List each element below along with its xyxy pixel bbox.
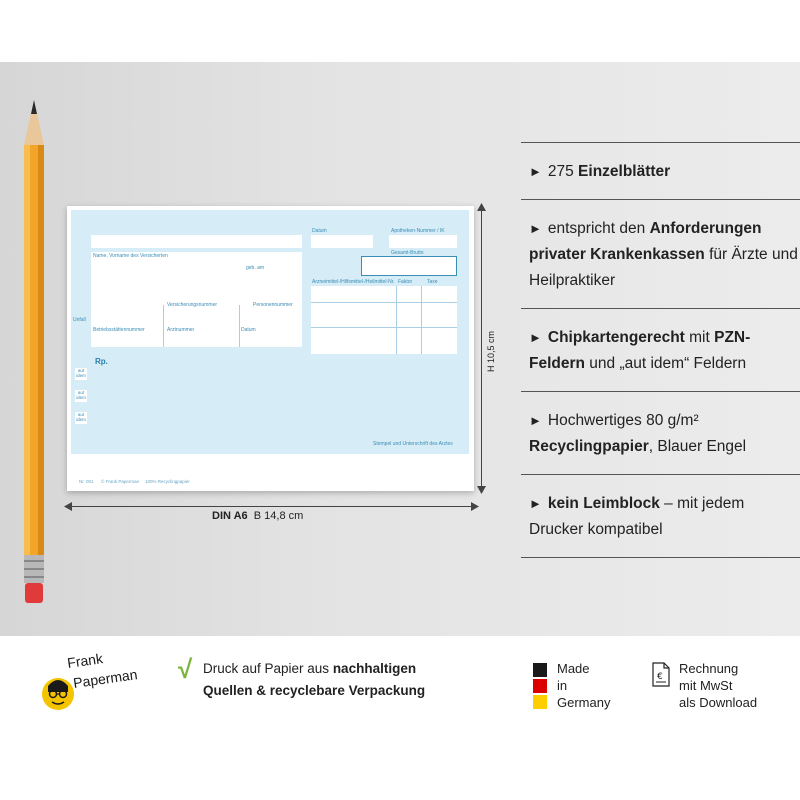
card-footer-nr: Nr. 001 bbox=[79, 479, 94, 484]
bullet-triangle-icon: ► bbox=[529, 496, 542, 511]
feature-item: ► Chipkartengerecht mit PZN-Feldern und „aut idem“ Feldern bbox=[521, 309, 800, 392]
arrow-right-icon bbox=[471, 502, 479, 511]
width-value: B 14,8 cm bbox=[253, 510, 304, 522]
svg-text:€: € bbox=[657, 672, 663, 682]
svg-text:Paperman: Paperman bbox=[72, 666, 139, 691]
checkmark-icon: √ bbox=[178, 654, 193, 684]
form-blue-area bbox=[71, 210, 469, 454]
label-datum-top: Datum bbox=[312, 228, 327, 234]
bullet-triangle-icon: ► bbox=[529, 221, 542, 236]
width-dimension-line bbox=[67, 506, 476, 507]
card-footer-recycling: 100% Recyclingpapier bbox=[145, 479, 190, 484]
label-faktor: Faktor bbox=[398, 279, 413, 285]
label-geb: geb. am bbox=[246, 265, 265, 271]
width-label bbox=[212, 510, 303, 522]
label-betrieb: Betriebsstättennummer bbox=[93, 327, 145, 333]
height-dimension-line bbox=[481, 206, 482, 491]
made-in-germany: Made in Germany bbox=[557, 661, 611, 710]
invoice-download-info: Rechnung mit MwSt als Download bbox=[679, 661, 758, 710]
label-unfall: Unfall bbox=[73, 317, 86, 323]
german-flag-icon bbox=[533, 663, 547, 711]
bullet-triangle-icon: ► bbox=[529, 164, 542, 179]
aut-idem-1: aut idem bbox=[76, 368, 86, 378]
label-stempel: Stempel und Unterschrift des Arztes bbox=[373, 441, 453, 447]
label-personen: Personennummer bbox=[253, 302, 293, 308]
label-arzt: Arztnummer bbox=[167, 327, 195, 333]
svg-text:Frank: Frank bbox=[66, 650, 104, 671]
top-strip bbox=[0, 0, 800, 62]
card-footer-brand: © Frank Paperman bbox=[101, 479, 140, 484]
format-label: DIN A6 bbox=[212, 510, 248, 522]
aut-idem-3: aut idem bbox=[76, 412, 86, 422]
label-versicherung: Versicherungsnummer bbox=[167, 302, 218, 308]
label-gesamt: Gesamt-Brutto bbox=[391, 250, 424, 256]
feature-item: ► Hochwertiges 80 g/m² Recyclingpapier, Blauer Engel bbox=[521, 392, 800, 475]
arrow-down-icon bbox=[477, 486, 486, 494]
bullet-triangle-icon: ► bbox=[529, 330, 542, 345]
eco-statement: Druck auf Papier aus nachhaltigen Quellen & recyclebare Verpackung bbox=[203, 661, 426, 698]
arrow-up-icon bbox=[477, 203, 486, 211]
euro-document-icon bbox=[651, 662, 671, 687]
feature-item: ► entspricht den Anforderungen privater Krankenkassen für Ärzte und Heilpraktiker bbox=[521, 200, 800, 309]
height-value: H 10,5 cm bbox=[486, 330, 496, 372]
label-arznei: Arzneimittel-/Hilfsmittel-/Heilmittel-Nr. bbox=[312, 279, 395, 285]
frank-paperman-logo bbox=[38, 646, 158, 716]
label-name: Name, Vorname des Versicherten bbox=[93, 253, 168, 259]
arrow-left-icon bbox=[64, 502, 72, 511]
label-rp: Rp. bbox=[95, 357, 108, 366]
prescription-form-card bbox=[67, 206, 474, 491]
pencil-icon bbox=[22, 100, 46, 605]
feature-item: ► 275 Einzelblätter bbox=[521, 142, 800, 200]
label-apotheken: Apotheken-Nummer / IK bbox=[391, 228, 445, 234]
feature-list bbox=[521, 142, 800, 558]
bullet-triangle-icon: ► bbox=[529, 413, 542, 428]
aut-idem-2: aut idem bbox=[76, 390, 86, 400]
label-datum: Datum bbox=[241, 327, 256, 333]
label-taxe: Taxe bbox=[427, 279, 438, 285]
feature-item: ► kein Leimblock – mit jedem Drucker kompatibel bbox=[521, 475, 800, 558]
bottom-info-bar bbox=[0, 636, 800, 800]
